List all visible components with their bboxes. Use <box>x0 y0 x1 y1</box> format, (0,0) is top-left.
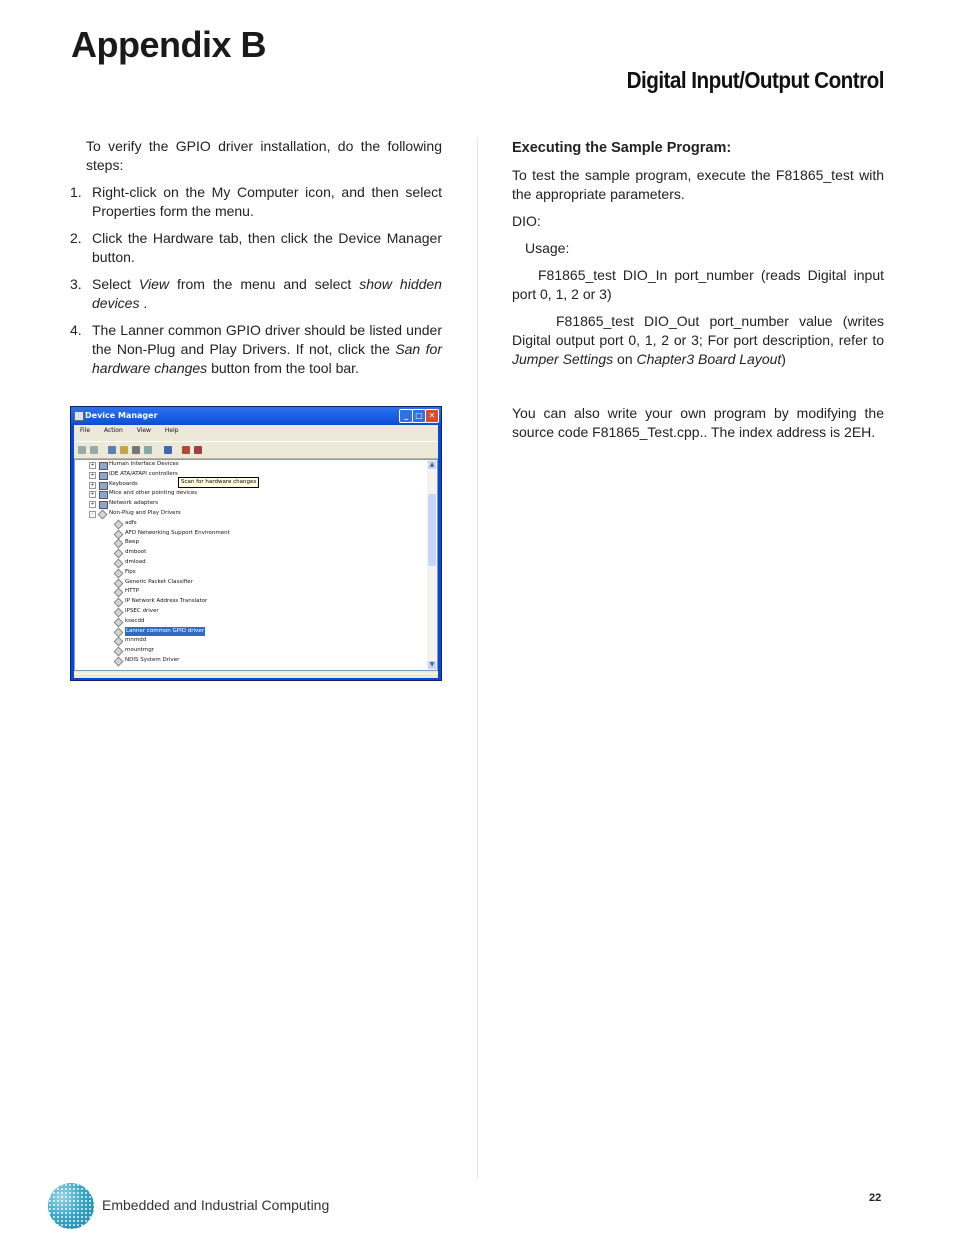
expand-icon[interactable]: + <box>90 501 95 508</box>
device-icon <box>114 598 124 608</box>
device-icon <box>114 608 124 618</box>
command-in: F81865_test DIO_In port_number (reads Digital input port 0, 1, 2 or 3) <box>512 267 884 302</box>
tree-item-label: NDIS System Driver <box>125 656 180 663</box>
tree-item-label: mountmgr <box>125 647 154 654</box>
command-out-text: ) <box>781 351 786 367</box>
tree-item-label: Beep <box>125 539 140 546</box>
tree-item-label: AFD Networking Support Environment <box>125 529 230 536</box>
command-out-text: F81865_test DIO_Out port_number value (writes Digital output port 0, 1, 2 or 3; For port description, refer to <box>512 313 884 348</box>
expand-icon[interactable]: + <box>90 471 95 478</box>
tree-item-label: Lanner common GPIO driver <box>125 627 205 637</box>
tree-item-label: IPSEC driver <box>125 607 159 614</box>
window-title: Device Manager <box>85 411 158 420</box>
step-emphasis: View <box>138 276 169 292</box>
command-out-emphasis: Chapter3 Board Layout <box>636 351 782 367</box>
scroll-thumb[interactable] <box>428 494 436 566</box>
device-icon <box>99 491 108 499</box>
left-column <box>70 137 442 386</box>
tree-item-label: mnmdd <box>125 637 147 644</box>
step-text: Select <box>92 276 139 292</box>
folder-icon[interactable] <box>120 446 128 454</box>
tree-item-label: ksecdd <box>125 617 145 624</box>
device-icon <box>98 510 108 520</box>
device-icon <box>114 529 124 539</box>
window-titlebar <box>71 407 441 425</box>
tree-item-label: adfs <box>125 519 137 526</box>
device-tree <box>74 459 438 671</box>
steps-list <box>70 183 442 378</box>
tree-item-label: dmload <box>125 558 146 565</box>
help-icon[interactable] <box>144 446 152 454</box>
back-icon[interactable] <box>78 446 86 454</box>
menubar <box>74 427 438 439</box>
tree-item-label: IDE ATA/ATAPI controllers <box>109 470 178 477</box>
menu-view[interactable]: View <box>136 427 151 434</box>
expand-icon[interactable]: + <box>90 491 95 498</box>
step-number: 1. <box>70 184 82 200</box>
tooltip: Scan for hardware changes <box>178 477 259 488</box>
command-out <box>512 312 884 369</box>
company-logo <box>48 1183 94 1229</box>
device-icon <box>114 617 124 627</box>
tree-item-label: Keyboards <box>109 480 138 487</box>
scroll-up-icon[interactable]: ▲ <box>429 461 435 468</box>
disable-icon[interactable] <box>194 446 202 454</box>
device-icon <box>99 501 108 509</box>
step-number: 2. <box>70 230 82 246</box>
step-text: The Lanner common GPIO driver should be listed under the Non-Plug and Play Drivers. If not, click the <box>92 322 442 357</box>
step-text: from the menu and select <box>168 276 360 292</box>
device-icon <box>114 559 124 569</box>
device-icon <box>114 578 124 588</box>
maximize-button[interactable]: □ <box>412 409 426 423</box>
device-icon <box>114 519 124 529</box>
device-icon <box>99 462 108 470</box>
collapse-icon[interactable]: - <box>89 511 96 518</box>
intro-paragraph: To verify the GPIO driver installation, do the following steps: <box>86 138 442 173</box>
tree-item-label: HTTP <box>125 588 140 595</box>
list-item <box>70 183 442 221</box>
menu-action[interactable]: Action <box>103 427 123 434</box>
device-icon <box>99 482 108 490</box>
menu-file[interactable]: File <box>80 427 91 434</box>
device-icon <box>114 656 124 666</box>
uninstall-icon[interactable] <box>182 446 190 454</box>
device-icon <box>114 647 124 657</box>
device-manager-window <box>70 406 442 681</box>
dio-label: DIO: <box>512 213 541 229</box>
print-icon[interactable] <box>132 446 140 454</box>
properties-icon[interactable] <box>108 446 116 454</box>
scan-hardware-icon[interactable] <box>164 446 172 454</box>
step-emphasis: San for hardware changes <box>92 341 442 376</box>
step-number: 3. <box>70 276 82 292</box>
tree-item-label: Fips <box>125 568 136 575</box>
step-text: button from the tool bar. <box>207 360 359 376</box>
command-out-text: on <box>613 351 637 367</box>
device-icon <box>114 627 124 637</box>
vertical-scrollbar[interactable] <box>427 460 437 670</box>
step-text: Right-click on the My Computer icon, and then select Properties form the menu. <box>92 184 442 219</box>
tree-item-label: Network adapters <box>109 500 159 507</box>
tree-item-label: Non-Plug and Play Drivers <box>109 509 181 516</box>
status-bar <box>74 673 438 679</box>
device-icon <box>99 472 108 480</box>
tree-item-label: Mice and other pointing devices <box>109 490 198 497</box>
step-text: . <box>139 295 148 311</box>
scroll-down-icon[interactable]: ▼ <box>429 661 435 668</box>
usage-label: Usage: <box>525 240 570 256</box>
step-number: 4. <box>70 322 82 338</box>
list-item <box>70 321 442 378</box>
device-icon <box>114 637 124 647</box>
expand-icon[interactable]: + <box>90 481 95 488</box>
tree-item-label: dmboot <box>125 549 147 556</box>
command-out-emphasis: Jumper Settings <box>512 351 614 367</box>
minimize-button[interactable]: _ <box>399 409 413 423</box>
column-divider <box>477 138 478 1178</box>
menu-help[interactable]: Help <box>164 427 179 434</box>
device-icon <box>114 568 124 578</box>
list-item <box>70 229 442 267</box>
device-icon <box>114 549 124 559</box>
footer-company: Embedded and Industrial Computing <box>102 1197 330 1213</box>
section-title: Digital Input/Output Control <box>626 67 884 93</box>
step-emphasis: show hidden devices <box>92 276 442 311</box>
section-heading: Executing the Sample Program: <box>512 140 732 156</box>
tree-item-label: Human Interface Devices <box>109 461 179 467</box>
tree-item-label: Generic Packet Classifier <box>125 578 193 585</box>
close-button[interactable]: ✕ <box>425 409 439 423</box>
paragraph: You can also write your own program by modifying the source code F81865_Test.cpp.. The index address is 2EH. <box>512 405 884 440</box>
device-manager-icon <box>74 411 84 421</box>
device-icon <box>114 539 124 549</box>
window-client <box>74 425 438 678</box>
step-text: Click the Hardware tab, then click the Device Manager button. <box>92 230 442 265</box>
page-number: 22 <box>869 1192 882 1204</box>
toolbar <box>74 441 438 459</box>
paragraph: To test the sample program, execute the F81865_test with the appropriate parameters. <box>512 167 884 202</box>
expand-icon[interactable]: + <box>90 462 95 468</box>
device-icon <box>114 588 124 598</box>
right-column <box>512 139 884 450</box>
page-title: Appendix B <box>71 24 267 65</box>
tree-item-label: IP Network Address Translator <box>125 598 208 605</box>
list-item <box>70 275 442 313</box>
forward-icon[interactable] <box>90 446 98 454</box>
